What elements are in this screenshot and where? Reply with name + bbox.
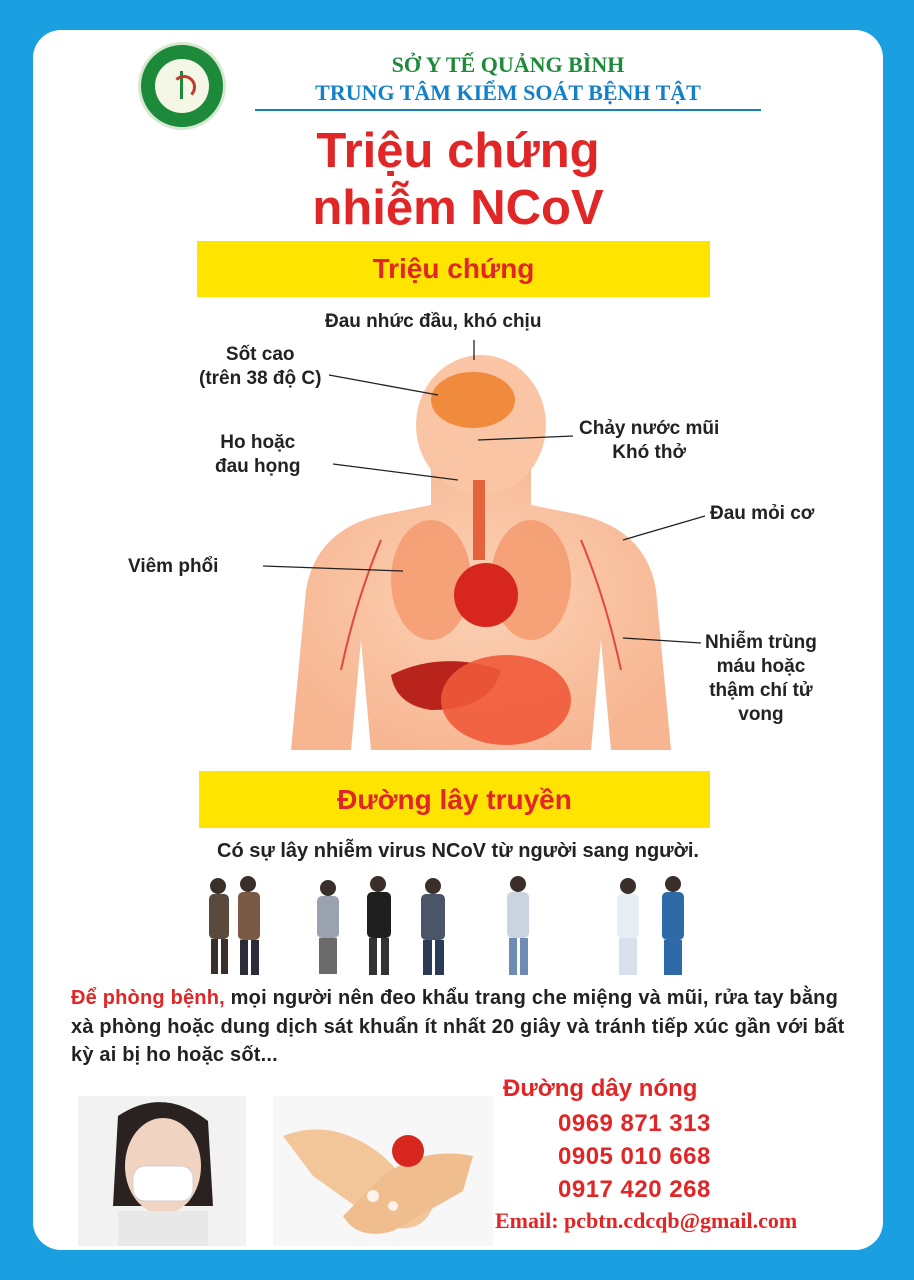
symptom-sepsis-line-3: thậm chí tử xyxy=(709,680,813,701)
header-divider xyxy=(255,109,761,111)
org-department: SỞ Y TẾ QUẢNG BÌNH xyxy=(391,52,625,77)
symptom-fever xyxy=(199,343,321,391)
hotline-phone-1: 0969 871 313 xyxy=(558,1110,711,1137)
poster-card xyxy=(33,30,883,1250)
symptom-fever-line-2: (trên 38 độ C) xyxy=(199,368,322,389)
contact-email: Email: pcbtn.cdcqb@gmail.com xyxy=(495,1208,798,1233)
transmission-text: Có sự lây nhiễm virus NCoV từ người sang người. xyxy=(217,840,699,862)
symptom-fever-line-1: Sốt cao xyxy=(225,344,295,365)
hotline-phone-2: 0905 010 668 xyxy=(558,1143,711,1170)
prevention-text xyxy=(71,984,851,1070)
symptom-runny-nose xyxy=(579,417,719,465)
walking-people-photo xyxy=(173,872,763,977)
org-center: TRUNG TÂM KIỂM SOÁT BỆNH TẬT xyxy=(315,80,701,105)
prevention-lead: Để phòng bệnh, xyxy=(71,987,225,1009)
human-body-illustration xyxy=(261,340,701,750)
title-line-1: Triệu chứng xyxy=(316,124,600,178)
symptom-muscle-ache: Đau mỏi cơ xyxy=(710,503,815,524)
title-line-2: nhiễm NCoV xyxy=(312,181,604,235)
symptom-sepsis-line-2: máu hoặc xyxy=(716,656,806,677)
symptom-sepsis xyxy=(705,631,817,727)
symptom-headache: Đau nhức đầu, khó chịu xyxy=(325,311,542,332)
symptom-cough-line-2: đau họng xyxy=(215,456,301,477)
symptom-cough xyxy=(215,431,300,479)
poster-title xyxy=(113,123,803,237)
symptom-sepsis-line-1: Nhiễm trùng xyxy=(705,632,817,653)
symptom-runny-nose-line-1: Chảy nước mũi xyxy=(579,418,720,439)
symptoms-heading: Triệu chứng xyxy=(197,241,710,297)
symptom-runny-nose-line-2: Khó thở xyxy=(612,442,686,463)
prevention-body: mọi người nên đeo khẩu trang che miệng và mũi, rửa tay bằng xà phòng hoặc dung dịch sát khuẩn ít nhất 20 giây và tránh tiếp xúc gần với bất kỳ ai bị ho hoặc sốt... xyxy=(71,987,845,1066)
symptom-sepsis-line-4: vong xyxy=(738,704,784,725)
transmission-heading: Đường lây truyền xyxy=(199,771,710,828)
hotline-phone-3: 0917 420 268 xyxy=(558,1176,711,1203)
symptom-cough-line-1: Ho hoặc xyxy=(220,432,296,453)
hotline-heading: Đường dây nóng xyxy=(503,1075,698,1102)
cdc-logo xyxy=(138,42,226,130)
hand-washing-photo xyxy=(273,1096,493,1246)
symptom-pneumonia: Viêm phổi xyxy=(128,556,219,577)
woman-wearing-mask-photo xyxy=(78,1096,246,1246)
